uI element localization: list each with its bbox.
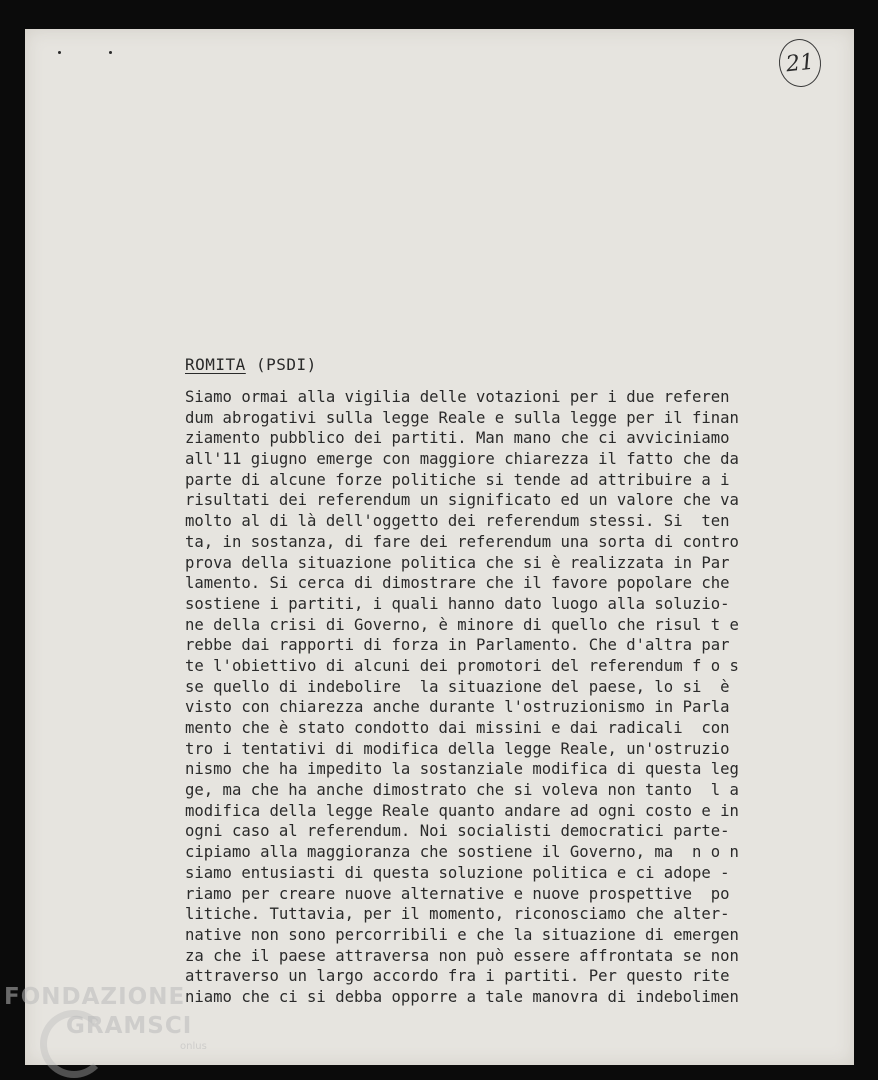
text-line: ge, ma che ha anche dimostrato che si voleva non tanto l a — [185, 781, 739, 800]
page-number: 21 — [777, 37, 824, 89]
text-line: prova della situazione politica che si è realizzata in Par — [185, 553, 730, 572]
text-line: ziamento pubblico dei partiti. Man mano che ci avviciniamo — [185, 429, 730, 448]
text-line: niamo che ci si debba opporre a tale manovra di indebolimen — [185, 987, 739, 1006]
punch-hole-mark — [109, 51, 112, 54]
text-line: lamento. Si cerca di dimostrare che il favore popolare che — [185, 574, 730, 593]
text-line: tro i tentativi di modifica della legge Reale, un'ostruzio — [185, 739, 730, 758]
text-line: cipiamo alla maggioranza che sostiene il Governo, ma n o n — [185, 843, 739, 862]
text-line: nismo che ha impedito la sostanziale modifica di questa leg — [185, 760, 739, 779]
speaker-party: (PSDI) — [255, 355, 317, 374]
watermark-line3: onlus — [180, 1041, 207, 1052]
text-line: modifica della legge Reale quanto andare ad ogni costo e in — [185, 801, 739, 820]
text-line: ogni caso al referendum. Noi socialisti democratici parte- — [185, 822, 730, 841]
text-line: se quello di indebolire la situazione del paese, lo si è — [185, 677, 730, 696]
text-line: te l'obiettivo di alcuni dei promotori del referendum f o s — [185, 656, 739, 675]
text-line: risultati dei referendum un significato ed un valore che va — [185, 491, 739, 510]
document-page — [25, 29, 854, 1065]
text-line: riamo per creare nuove alternative e nuove prospettive po — [185, 884, 730, 903]
text-line: Siamo ormai alla vigilia delle votazioni per i due referen — [185, 388, 730, 406]
text-line: rebbe dai rapporti di forza in Parlamento. Che d'altra par — [185, 636, 730, 655]
text-line: molto al di là dell'oggetto dei referendum stessi. Si ten — [185, 512, 730, 531]
text-line: mento che è stato condotto dai missini e dai radicali con — [185, 719, 730, 737]
text-line: attraverso un largo accordo fra i partiti. Per questo rite — [185, 967, 730, 986]
text-line: ta, in sostanza, di fare dei referendum una sorta di contro — [185, 532, 739, 551]
text-line: dum abrogativi sulla legge Reale e sulla legge per il finan — [185, 408, 739, 427]
text-line: parte di alcune forze politiche si tende ad attribuire a i — [185, 470, 730, 489]
watermark-line2: GRAMSCI — [66, 1013, 193, 1039]
text-line: ne della crisi di Governo, è minore di quello che risul t e — [185, 615, 739, 634]
text-line: za che il paese attraversa non può essere affrontata se non — [185, 946, 739, 965]
text-line: sostiene i partiti, i quali hanno dato luogo alla soluzio- — [185, 594, 730, 613]
speaker-heading — [185, 355, 317, 374]
text-line: visto con chiarezza anche durante l'ostruzionismo in Parla — [185, 698, 730, 717]
text-line: all'11 giugno emerge con maggiore chiarezza il fatto che da — [185, 450, 739, 469]
body-text — [185, 387, 805, 1008]
punch-hole-mark — [58, 51, 61, 54]
watermark-line1: FONDAZIONE — [4, 984, 186, 1010]
text-line: siamo entusiasti di questa soluzione politica e ci adope - — [185, 863, 730, 882]
speaker-name: ROMITA — [185, 355, 246, 374]
text-line: native non sono percorribili e che la situazione di emergen — [185, 925, 739, 944]
text-line: litiche. Tuttavia, per il momento, riconosciamo che alter- — [185, 905, 730, 924]
